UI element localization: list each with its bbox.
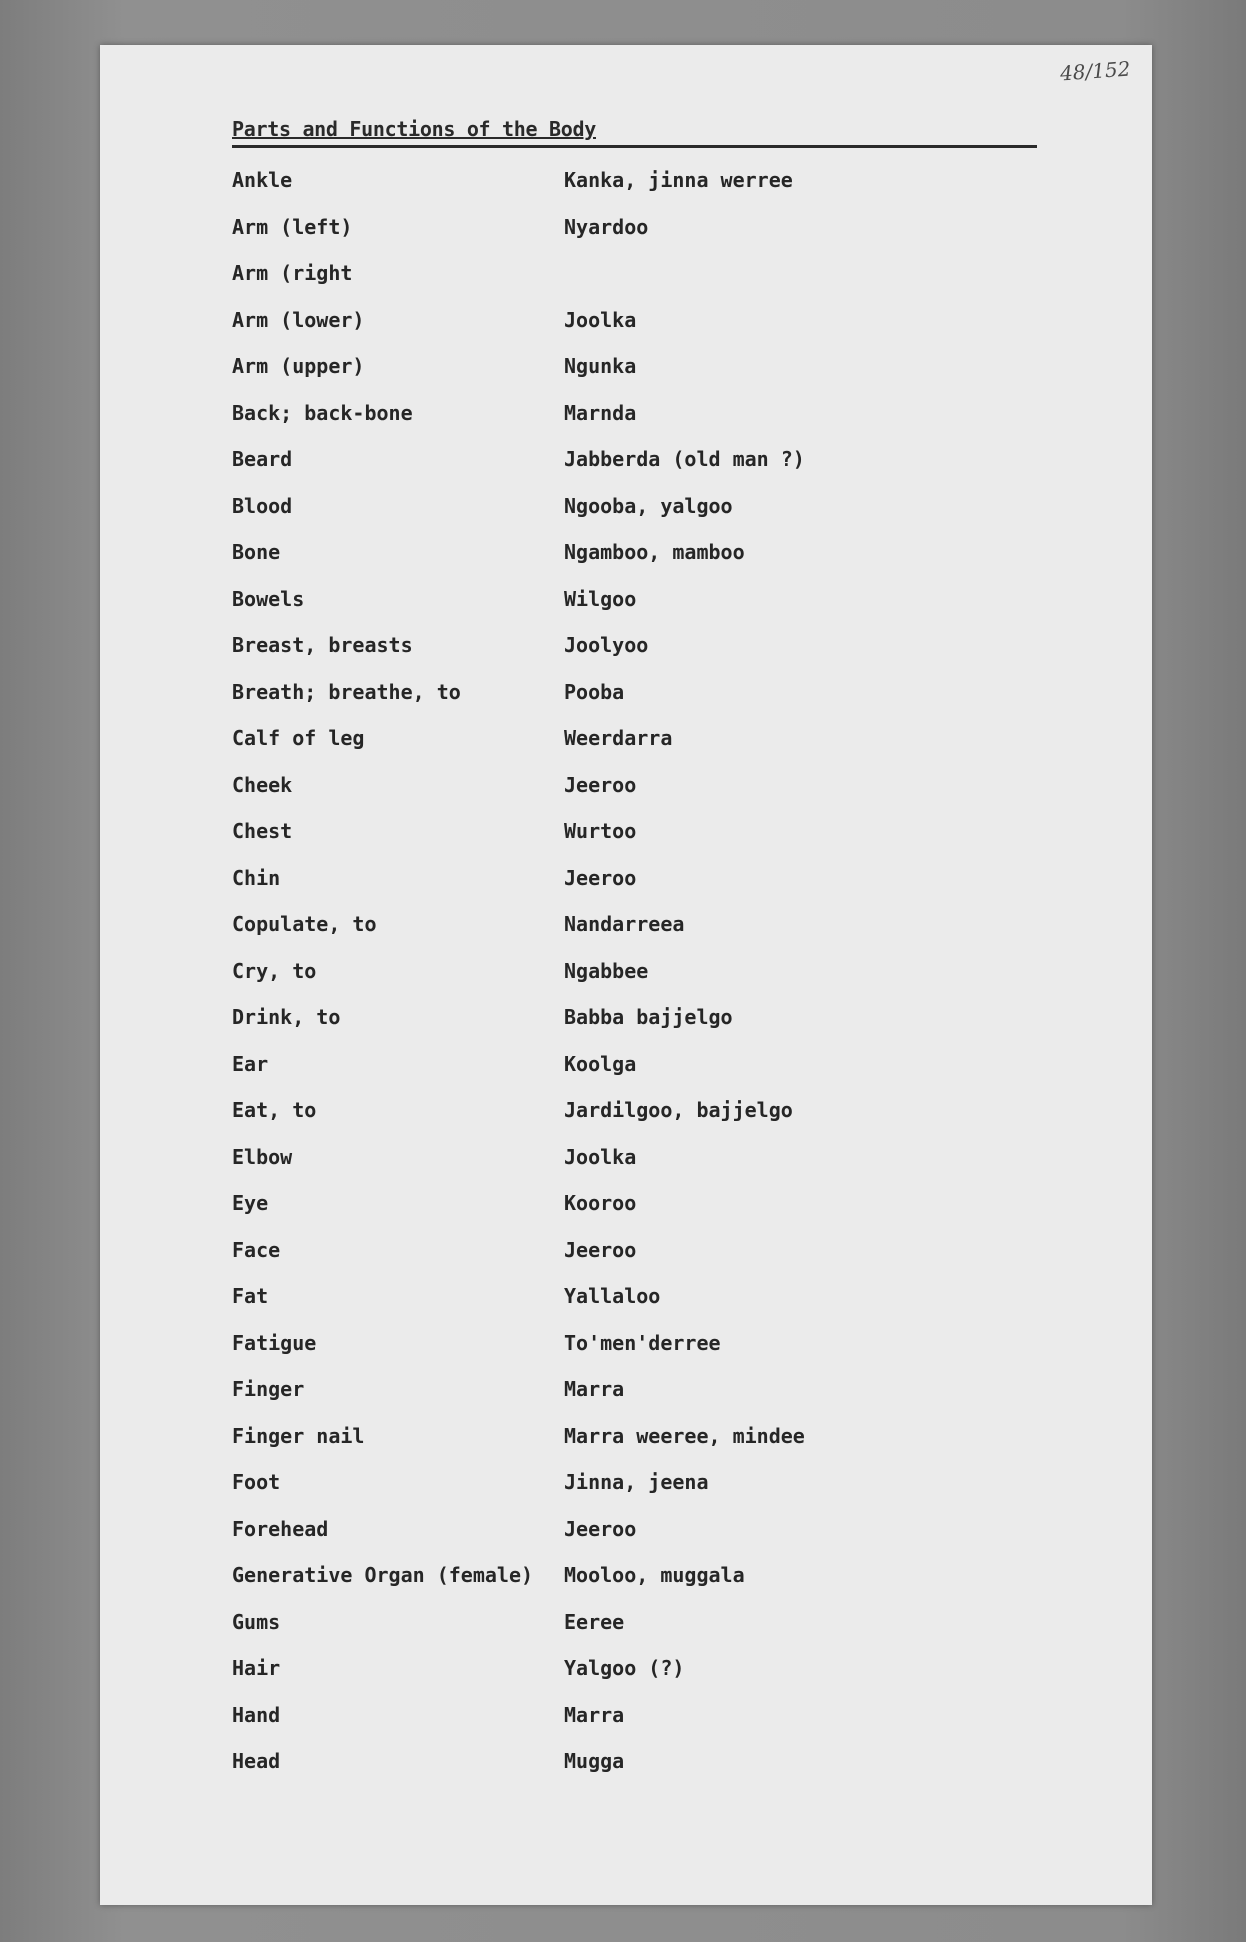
aboriginal-word: Ngooba, yalgoo <box>564 493 733 518</box>
english-term: Drink, to <box>232 1005 341 1030</box>
vocabulary-row <box>232 343 1052 390</box>
aboriginal-word: Marra weeree, mindee <box>564 1423 805 1448</box>
english-term: Arm (lower) <box>232 307 365 332</box>
vocabulary-row <box>232 436 1052 483</box>
aboriginal-word: Kooroo <box>564 1191 637 1216</box>
aboriginal-word: Marra <box>564 1702 625 1727</box>
english-term: Blood <box>232 493 293 518</box>
vocabulary-row <box>232 808 1052 855</box>
aboriginal-word: Ngabbee <box>564 958 649 983</box>
english-term: Finger nail <box>232 1423 365 1448</box>
vocabulary-row <box>232 669 1052 716</box>
section-heading-text: Parts and Functions of the Body <box>232 117 596 141</box>
aboriginal-word: Eeree <box>564 1609 625 1634</box>
vocabulary-row <box>232 1599 1052 1646</box>
english-term: Fatigue <box>232 1330 317 1355</box>
english-term: Eat, to <box>232 1098 317 1123</box>
english-term: Face <box>232 1237 281 1262</box>
vocabulary-row <box>232 529 1052 576</box>
aboriginal-word: Jabberda (old man ?) <box>564 447 805 472</box>
english-term: Back; back-bone <box>232 400 413 425</box>
aboriginal-word: To'men'derree <box>564 1330 721 1355</box>
english-term: Generative Organ (female) <box>232 1563 534 1588</box>
aboriginal-word: Marra <box>564 1377 625 1402</box>
vocabulary-row <box>232 622 1052 669</box>
aboriginal-word: Ngamboo, mamboo <box>564 540 745 565</box>
english-term: Forehead <box>232 1516 329 1541</box>
vocabulary-row <box>232 1645 1052 1692</box>
aboriginal-word: Mugga <box>564 1749 625 1774</box>
vocabulary-row <box>232 483 1052 530</box>
english-term: Chin <box>232 865 281 890</box>
english-term: Cheek <box>232 772 293 797</box>
aboriginal-word: Mooloo, muggala <box>564 1563 745 1588</box>
vocabulary-row <box>232 1413 1052 1460</box>
vocabulary-row <box>232 1506 1052 1553</box>
vocabulary-row <box>232 715 1052 762</box>
vocabulary-row <box>232 994 1052 1041</box>
english-term: Copulate, to <box>232 912 377 937</box>
english-term: Bone <box>232 540 281 565</box>
section-heading <box>232 117 1037 148</box>
vocabulary-row <box>232 1087 1052 1134</box>
english-term: Head <box>232 1749 281 1774</box>
aboriginal-word: Pooba <box>564 679 625 704</box>
english-term: Arm (left) <box>232 214 353 239</box>
vocabulary-row <box>232 762 1052 809</box>
english-term: Beard <box>232 447 293 472</box>
aboriginal-word: Ngunka <box>564 354 637 379</box>
vocabulary-row <box>232 948 1052 995</box>
english-term: Hand <box>232 1702 281 1727</box>
vocabulary-row <box>232 1552 1052 1599</box>
aboriginal-word: Jinna, jeena <box>564 1470 709 1495</box>
aboriginal-word: Marnda <box>564 400 637 425</box>
vocabulary-row <box>232 1041 1052 1088</box>
english-term: Bowels <box>232 586 305 611</box>
english-term: Cry, to <box>232 958 317 983</box>
aboriginal-word: Joolka <box>564 307 637 332</box>
document-page <box>100 45 1152 1905</box>
english-term: Calf of leg <box>232 726 365 751</box>
english-term: Ear <box>232 1051 269 1076</box>
vocabulary-row <box>232 1366 1052 1413</box>
aboriginal-word: Jeeroo <box>564 1516 637 1541</box>
aboriginal-word: Jeeroo <box>564 772 637 797</box>
aboriginal-word: Yallaloo <box>564 1284 661 1309</box>
vocabulary-row <box>232 1320 1052 1367</box>
english-term: Breath; breathe, to <box>232 679 461 704</box>
english-term: Elbow <box>232 1144 293 1169</box>
english-term: Finger <box>232 1377 305 1402</box>
aboriginal-word: Wurtoo <box>564 819 637 844</box>
vocabulary-row <box>232 297 1052 344</box>
english-term: Eye <box>232 1191 269 1216</box>
english-term: Breast, breasts <box>232 633 413 658</box>
vocabulary-row <box>232 250 1052 297</box>
english-term: Ankle <box>232 168 293 193</box>
english-term: Arm (upper) <box>232 354 365 379</box>
english-term: Chest <box>232 819 293 844</box>
vocabulary-row <box>232 1134 1052 1181</box>
vocabulary-row <box>232 901 1052 948</box>
english-term: Arm (right <box>232 261 353 286</box>
aboriginal-word: Nyardoo <box>564 214 649 239</box>
english-term: Fat <box>232 1284 269 1309</box>
vocabulary-row <box>232 1227 1052 1274</box>
aboriginal-word: Yalgoo (?) <box>564 1656 685 1681</box>
english-term: Foot <box>232 1470 281 1495</box>
english-term: Gums <box>232 1609 281 1634</box>
english-term: Hair <box>232 1656 281 1681</box>
aboriginal-word: Nandarreea <box>564 912 685 937</box>
aboriginal-word: Jardilgoo, bajjelgo <box>564 1098 793 1123</box>
aboriginal-word: Weerdarra <box>564 726 673 751</box>
aboriginal-word: Joolyoo <box>564 633 649 658</box>
vocabulary-row <box>232 157 1052 204</box>
vocabulary-list <box>232 157 1052 1785</box>
page-number: 48/152 <box>1058 56 1131 86</box>
aboriginal-word: Jeeroo <box>564 865 637 890</box>
aboriginal-word: Jeeroo <box>564 1237 637 1262</box>
vocabulary-row <box>232 204 1052 251</box>
vocabulary-row <box>232 390 1052 437</box>
aboriginal-word: Joolka <box>564 1144 637 1169</box>
vocabulary-row <box>232 576 1052 623</box>
aboriginal-word: Babba bajjelgo <box>564 1005 733 1030</box>
vocabulary-row <box>232 1180 1052 1227</box>
vocabulary-row <box>232 1273 1052 1320</box>
vocabulary-row <box>232 1459 1052 1506</box>
vocabulary-row <box>232 855 1052 902</box>
vocabulary-row <box>232 1738 1052 1785</box>
aboriginal-word: Kanka, jinna werree <box>564 168 793 193</box>
aboriginal-word: Wilgoo <box>564 586 637 611</box>
aboriginal-word: Koolga <box>564 1051 637 1076</box>
vocabulary-row <box>232 1692 1052 1739</box>
